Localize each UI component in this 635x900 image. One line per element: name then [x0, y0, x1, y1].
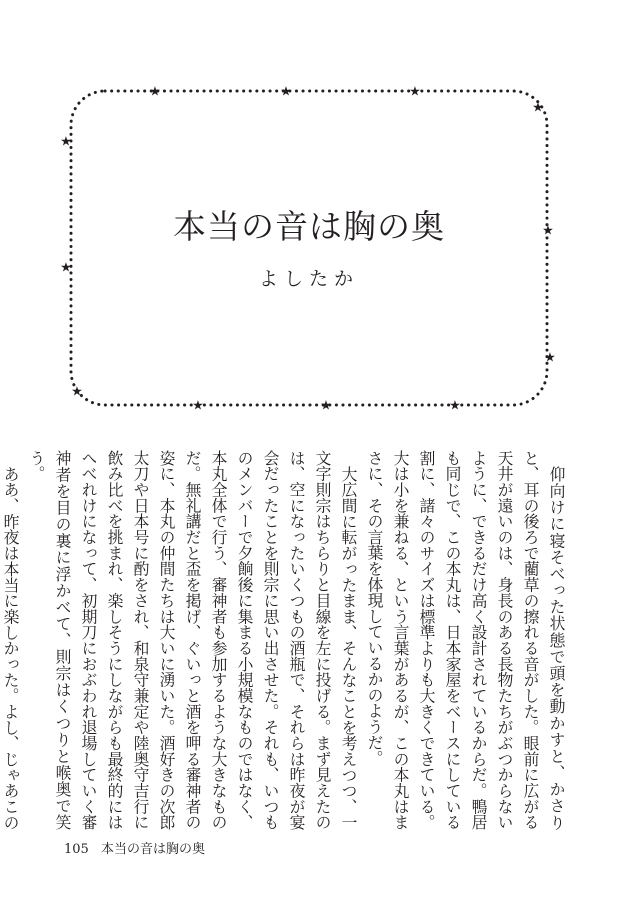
star-dotted-border: [60, 84, 556, 414]
svg-text:★: ★: [60, 134, 72, 150]
svg-text:★: ★: [320, 398, 332, 414]
svg-text:★: ★: [542, 223, 554, 239]
svg-text:★: ★: [149, 84, 161, 100]
svg-text:★: ★: [280, 84, 292, 100]
svg-text:★: ★: [532, 100, 544, 116]
paragraph: 仰向けに寝そべった状態で頭を動かすと、かさりと、耳の後ろで藺草の擦れる音がした。眼前に広がる天井が遠いのは、身長のある長物たちがぶつからないように、できるだけ高く設計されているからだ。鴨居も同じで、この本丸は、日本家屋をベースにしている割に、諸々のサイズは標準よりも大きくできている。大は小を兼ねる、という言葉があるが、この本丸はまさに、その言葉を体現しているかのようだ。: [365, 450, 566, 830]
story-title: 本当の音は胸の奥: [173, 207, 445, 246]
svg-text:★: ★: [544, 350, 556, 366]
title-frame: [60, 84, 556, 414]
svg-text:★: ★: [192, 398, 204, 414]
page-footer: [64, 838, 205, 857]
paragraph: 大広間に転がったまま、そんなことを考えつつ、一文字則宗はちらりと目線を左に投げる。まず見えたのは、空になったいくつもの酒瓶で、それらは昨夜が宴会だったことを則宗に思い出させた。それも、いつものメンバーで夕餉後に集まる小規模なものではなく、本丸全体で行う、審神者も参加するような大きなものだ。無礼講だと盃を掲げ、ぐいっと酒を呷る審神者の姿に、本丸の仲間たちは大いに湧いた。酒好きの次郎太刀や日本号に酌をされ、和泉守兼定や陸奥守吉行に飲み比べを挑まれ、楽しそうにしながらも最終的にはへべれけになって、初期刀におぶわれ退場していく審神者を目の裏に浮かべて、則宗はくつりと喉奥で笑う。: [27, 450, 358, 830]
paragraph: ああ、昨夜は本当に楽しかった。よし、じゃあこの: [1, 465, 20, 830]
svg-text:★: ★: [71, 384, 83, 400]
svg-text:★: ★: [409, 84, 421, 100]
body-text: [1, 450, 569, 830]
svg-text:★: ★: [449, 398, 461, 414]
svg-text:★: ★: [60, 260, 72, 276]
author-name: よしたか: [258, 268, 359, 290]
running-title: 本当の音は胸の奥: [100, 842, 205, 857]
page-number: 105: [64, 842, 89, 857]
